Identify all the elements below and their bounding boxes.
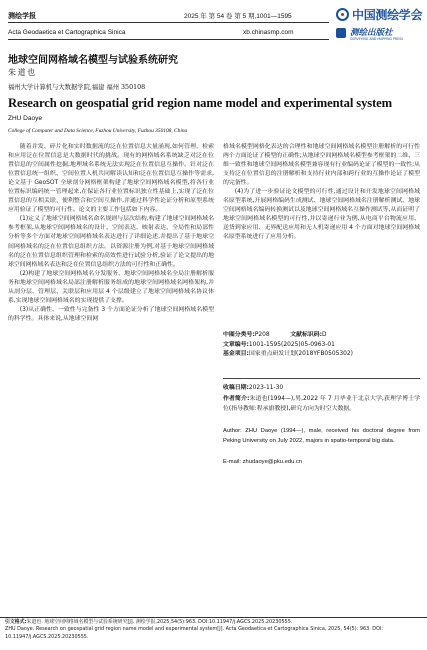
bio-label: 作者简介:	[223, 396, 250, 402]
affiliation-en: College of Computer and Data Science, Fuzhou University, Fuzhou 350108, China	[8, 128, 188, 134]
citation-label: 引文格式:	[5, 619, 27, 625]
society-logo	[336, 6, 422, 23]
body-column-right	[223, 143, 420, 243]
author-name-cn: 朱道也	[8, 68, 37, 77]
journal-name-cn: 测绘学报	[8, 12, 36, 20]
society-logo-text: 中国测绘学会	[352, 8, 423, 22]
citation-cn	[5, 619, 423, 626]
body-column-left	[8, 143, 214, 324]
article-title-cn: 地球空间网格域名模型与试验系统研究	[8, 55, 178, 66]
clc-value: P208	[254, 332, 270, 338]
article-no-value: 1001-1595(2025)05-0963-01	[248, 341, 335, 348]
received-value: 2023-11-30	[248, 385, 284, 391]
footer-rule	[0, 617, 427, 618]
issue-info: 2025 年 第 54 卷 第 5 期,1001—1595	[184, 13, 292, 20]
author-name-en: ZHU Daoye	[8, 115, 42, 122]
press-logo-subtext: SURVEYING AND MAPPING PRESS	[350, 37, 404, 41]
body-paragraph: (3)从正确性、一致性与完备性 3 个方面论证分析了地球空间网格域名模型的科学性。具体来说,从地球空间网	[8, 306, 214, 322]
journal-website-link[interactable]: xb.chinasmp.com	[243, 29, 294, 36]
received-date	[223, 382, 283, 391]
society-logo-icon	[336, 8, 349, 21]
author-bio-en: Author: ZHU Daoye (1994—), male, received his doctoral degree from Peking University on July 2022, majors in spatio-temporal big data.	[223, 428, 420, 444]
body-paragraph: (1)定义了地球空间网格域名命名规则与层次结构,构建了地球空间网格域名参考框架,从地球空间网格域名的设计、空间表达、映射表达、全局性和局部性分析等多个方面对地球空间网格域名表达进行了详细论述,并提出了基于地球空间网格域名的泛在位置信息组织方法。以资源注册为例,对基于地球空间网格域名的泛在位置信息组织管理和检索的高效性进行试验分析,验证了论文提出的地球空间网格域名表达和泛在位置信息组织方法的可行性和正确性。	[8, 216, 214, 268]
header-rule-bottom	[8, 39, 329, 40]
fund-row	[223, 350, 420, 360]
journal-header	[0, 0, 427, 44]
body-paragraph: (2)构建了地球空间网格域名分发服务、地球空间网格域名全局注册解析服务和地球空间网格域名局部注册解析服务组成的地球空间网格域名网格架构,并从剖分层、管理层、关联层和应用层 4 个层级建立了地球空间网格域名协议体系,实现地球空间网格域名的实现提供了支撑。	[8, 270, 214, 304]
bio-text-cn: 朱道也(1994—),男,2022 年 7 月毕业于北京大学,获理学博士学位(指导教师:程承旗教授),研究方向为时空大数据。	[223, 396, 421, 412]
author-bio-cn	[223, 394, 420, 414]
doc-code-value: D	[322, 332, 327, 338]
doc-code-label: 文献标识码:	[290, 332, 323, 338]
citation-block	[5, 619, 423, 641]
journal-name-en: Acta Geodaetica et Cartographica Sinica	[8, 29, 126, 36]
article-metadata	[223, 331, 420, 360]
article-title-en: Research on geospatial grid region name model and experimental system	[8, 96, 393, 110]
header-rule-top	[8, 22, 329, 23]
clc-row	[223, 331, 420, 341]
article-no-label: 文章编号:	[223, 341, 249, 348]
clc-label: 中图分类号:	[223, 332, 255, 338]
affiliation-cn: 福州大学计算机与大数据学院,福建 福州 350108	[8, 84, 146, 91]
author-email-link[interactable]: E-mail: zhudaoye@pku.edu.cn	[223, 459, 303, 465]
body-paragraph: 随着并发、碎片化和实时数据流的泛在位置信息大量涌现,如何管理、检索和应用泛在位置信息是大数据时代的挑战。现有的网格域名系统缺乏对泛在位置信息的空间属性挖掘,地理域名系统无法实现泛在位置信息互操作。针对泛在位置信息统一组织、空间位置人机共同解读认知和泛在位置信息互操作等需求,论文基于 GeoSOT 全球剖分网格框架构建了地球空间网格域名模型,将各行业位置标识编码统一管理起来,在保证各行业位置标识独立性基础上,实现了泛在位置信息的互相关联、便利整合和空间互操作,并通过科学性论证分析和原型系统应用验证了模型的可行性。论文的主要工作包括如下内容。	[8, 144, 214, 214]
press-logo-text: 测绘出版社	[350, 28, 393, 38]
body-paragraph: 格域名模型网格化表达的合理性和地球空间网格域名模型注册解析的可行性两个方面论证了模型的正确性;从地球空间网格域名模型参考框架的二维、三维一致性和地球空间网格域名模型兼容现有行业编码论证了模型的一致性;从支持泛在位置信息的注册解析和支持行业内部和跨行业的互操作论证了模型的完备性。	[223, 144, 420, 187]
received-label: 收稿日期:	[223, 385, 249, 391]
section-divider	[223, 378, 420, 379]
body-paragraph: (4)为了进一步验证论文模型的可行性,通过设计和开发地球空间网格域名原型系统,开展网格编码生成测试、地球空间网格域名注册解析测试、地球空间网格域名编码转换测试以及地球空间网格域名互操作测试等,从而证明了地球空间网格域名模型的可行性,并以寄递行业为例,从电商平台物流应用、送货到家应用、无界配送应用和无人机寄递应用 4 个方面对地球空间网格域名原型系统进行了应用分析。	[223, 189, 420, 241]
fund-value: 国家重点研发计划(2018YFB0505302)	[248, 351, 353, 357]
citation-text-cn: 朱道也. 地球空间网格域名模型与试验系统研究[J]. 测绘学报,2025,54(5):963. DOI:10.11947/j.AGCS.2025.20230555.	[26, 619, 293, 625]
fund-label: 基金项目:	[223, 351, 249, 357]
press-logo-icon	[336, 28, 346, 38]
citation-en: ZHU Daoye. Research on geospatial grid region name model and experimental system[J]. Acta Geodaetica et Cartographica Sinica, 2025, 54(5): 963. DOI: 10.11947/j.AGCS.2025.20230555.	[5, 626, 384, 640]
article-no-row	[223, 341, 420, 351]
